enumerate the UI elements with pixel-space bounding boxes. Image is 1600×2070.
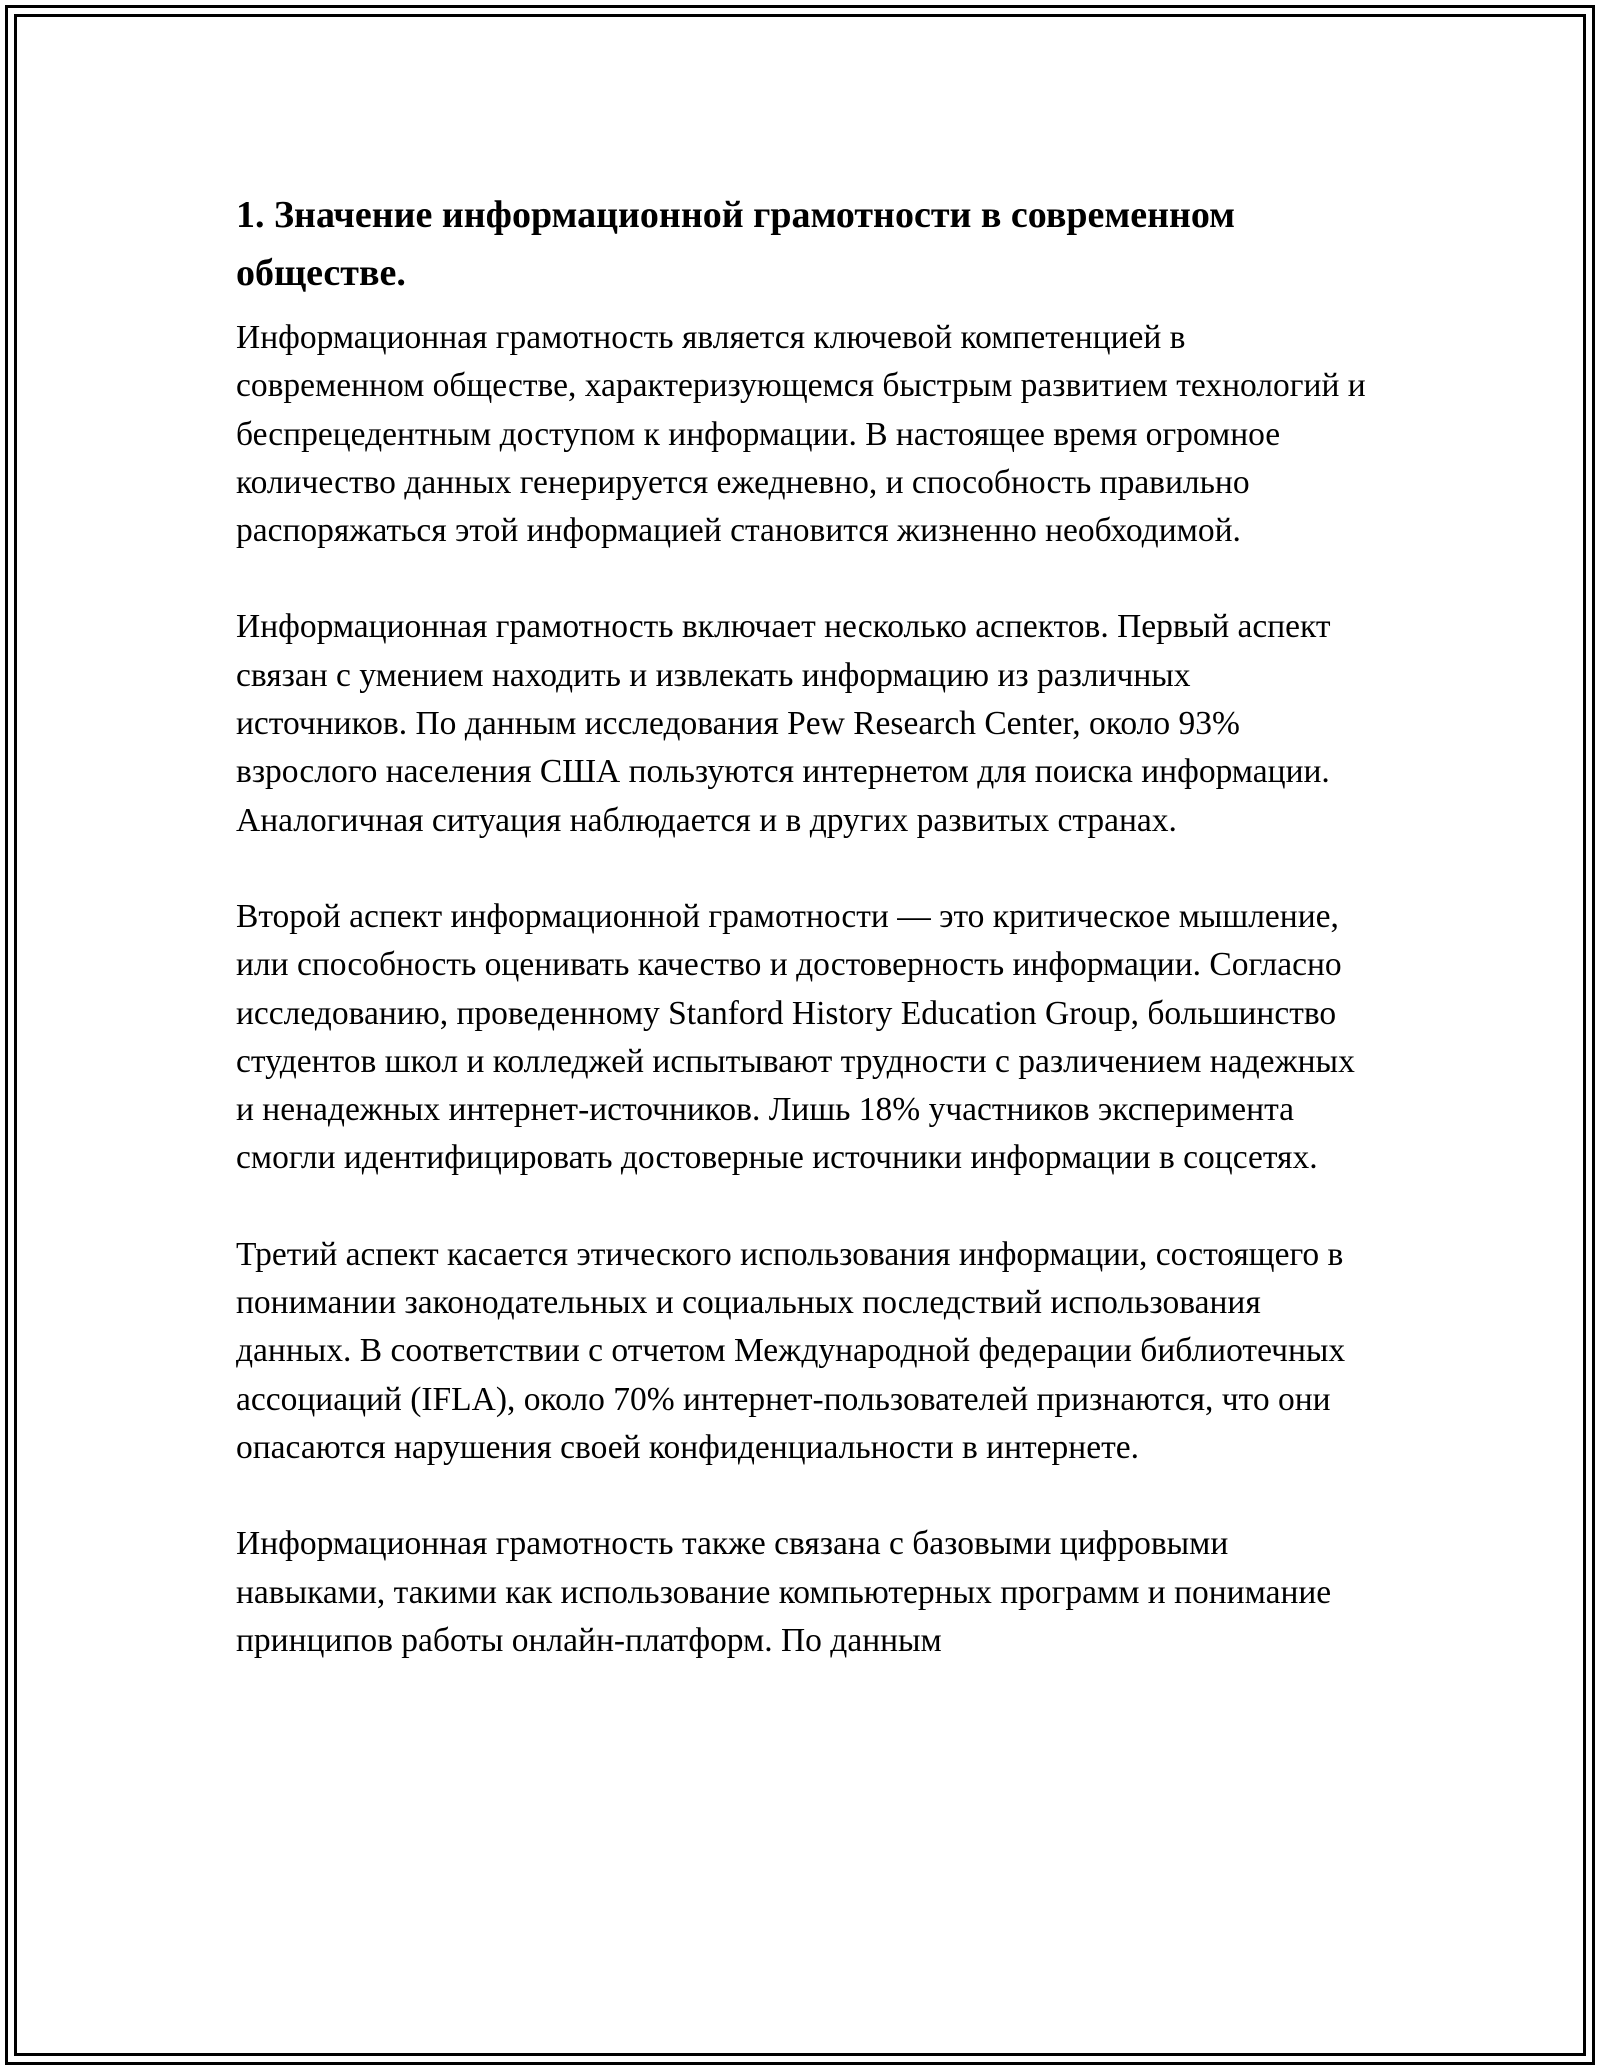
- paragraph-aspect-critical-thinking: Второй аспект информационной грамотности — это критическое мышление, или способность оценивать качество и достоверность информации. Согласно исследованию, проведенному Stanford History Education Group, большинство студентов школ и колледжей испытывают трудности с различением надежных и ненадежных интернет-источников. Лишь 18% участников эксперимента смогли идентифицировать достоверные источники информации в соцсетях.: [236, 897, 1355, 1177]
- document-page: [236, 186, 1366, 1713]
- section-heading: 1. Значение информационной грамотности в современном обществе.: [236, 194, 1236, 294]
- paragraph-intro: Информационная грамотность является ключевой компетенцией в современном обществе, характеризующемся быстрым развитием технологий и беспрецедентным доступом к информации. В настоящее время огромное количество данных генерируется ежедневно, и способность правильно распоряжаться этой информацией становится жизненно необходимой.: [236, 319, 1366, 550]
- paragraph-digital-skills: Информационная грамотность также связана с базовыми цифровыми навыками, такими как использование компьютерных программ и понимание принципов работы онлайн-платформ. По данным: [236, 1525, 1332, 1659]
- paragraph-aspect-ethics: Третий аспект касается этического использования информации, состоящего в понимании законодательных и социальных последствий использования данных. В соответствии с отчетом Международной федерации библиотечных ассоциаций (IFLA), около 70% интернет-пользователей признаются, что они опасаются нарушения своей конфиденциальности в интернете.: [236, 1235, 1346, 1466]
- paragraph-aspect-search: Информационная грамотность включает несколько аспектов. Первый аспект связан с умением находить и извлекать информацию из различных источников. По данным исследования Pew Research Center, около 93% взрослого населения США пользуются интернетом для поиска информации. Аналогичная ситуация наблюдается и в других развитых странах.: [236, 608, 1331, 839]
